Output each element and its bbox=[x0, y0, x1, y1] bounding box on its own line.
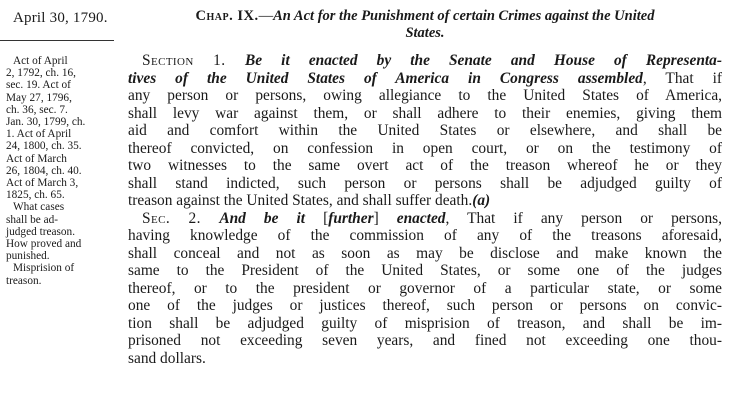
text-run: thereof, or to the president or governor of a particular state, or some bbox=[128, 279, 722, 297]
margin-column bbox=[0, 0, 118, 405]
text-line bbox=[128, 245, 722, 263]
text-run: two witnesses to the same overt act of the treason whereof he or they bbox=[128, 157, 722, 174]
text-run: treason against the United States, and shall suffer death. bbox=[128, 192, 473, 209]
chapter-title-line2: States. bbox=[405, 25, 445, 41]
text-run: having knowledge of the commission of any of the treasons aforesaid, bbox=[128, 227, 722, 244]
margin-note-line: 26, 1804, ch. 40. bbox=[6, 164, 82, 177]
text-run: , That if bbox=[642, 69, 722, 87]
margin-note-line: How proved and bbox=[6, 238, 82, 251]
section-1 bbox=[128, 52, 722, 210]
margin-note-line: What cases bbox=[13, 201, 65, 214]
text-run: tives of the United States of America in Congress assembled bbox=[128, 69, 643, 87]
text-line bbox=[128, 70, 722, 88]
margin-note-line: Act of March 3, bbox=[6, 177, 79, 190]
text-line bbox=[128, 105, 722, 123]
chapter-number: Chap. IX. bbox=[195, 8, 259, 24]
text-run: shall levy war against them, or shall adhere to their enemies, giving them bbox=[128, 104, 722, 122]
margin-note-misprision bbox=[6, 262, 114, 286]
text-run: further bbox=[328, 209, 374, 227]
text-line bbox=[128, 140, 722, 158]
margin-note-line: treason. bbox=[6, 274, 42, 287]
text-run: sand dollars. bbox=[128, 349, 206, 367]
text-run: ] bbox=[373, 209, 397, 227]
text-run: one of the judges or justices thereof, such person or persons on convic- bbox=[128, 297, 722, 314]
margin-note-line: shall be ad- bbox=[6, 213, 59, 226]
text-line bbox=[128, 227, 722, 245]
margin-note-line: judged treason. bbox=[6, 225, 76, 238]
text-run: And be it bbox=[219, 209, 306, 227]
text-line bbox=[128, 52, 722, 70]
text-line bbox=[128, 87, 722, 105]
text-run: aid and comfort within the United States or elsewhere, and shall be bbox=[128, 122, 722, 139]
margin-note-line: ch. 36, sec. 7. bbox=[6, 103, 68, 116]
chapter-dash: — bbox=[258, 8, 274, 24]
text-line bbox=[128, 157, 722, 175]
margin-notes bbox=[6, 55, 114, 287]
margin-note-line: 1. Act of April bbox=[6, 128, 72, 141]
margin-note-line: 2, 1792, ch. 16, bbox=[6, 67, 76, 80]
margin-note-line: Jan. 30, 1799, ch. bbox=[6, 116, 86, 129]
section-2 bbox=[128, 210, 722, 368]
text-run: any person or persons, owing allegiance to the United States of America, bbox=[128, 87, 722, 104]
margin-note-line: Act of March bbox=[6, 152, 67, 165]
text-line bbox=[128, 332, 722, 350]
text-run: tion shall be adjudged guilty of misprision of treason, and shall be im- bbox=[128, 314, 722, 332]
text-line bbox=[128, 280, 722, 298]
text-line bbox=[128, 175, 722, 193]
margin-note-line: punished. bbox=[6, 250, 50, 263]
margin-note-related-acts bbox=[6, 55, 114, 201]
section-label: Section 1. bbox=[142, 52, 245, 69]
margin-note-line: May 27, 1796, bbox=[6, 91, 72, 104]
text-line bbox=[128, 315, 722, 333]
text-run: (a) bbox=[472, 192, 491, 209]
text-line bbox=[128, 210, 722, 228]
text-run: shall stand indicted, such person or persons shall be adjudged guilty of bbox=[128, 174, 722, 192]
text-line bbox=[128, 262, 722, 280]
text-run: thereof convicted, on confession in open court, or on the testimony of bbox=[128, 139, 722, 157]
text-line bbox=[128, 350, 722, 368]
text-run: enacted bbox=[396, 209, 446, 227]
margin-note-line: 24, 1800, ch. 35. bbox=[6, 140, 82, 153]
section-label: Sec. 2. bbox=[142, 209, 220, 227]
margin-note-line: Misprision of bbox=[13, 262, 75, 275]
text-run: prisoned not exceeding seven years, and fined not exceeding one thou- bbox=[128, 332, 722, 349]
main-text-column bbox=[128, 8, 722, 367]
text-run: same to the President of the United States, or some one of the judges bbox=[128, 262, 722, 279]
chapter-title-line1: An Act for the Punishment of certain Crimes against the United bbox=[273, 8, 655, 24]
margin-date: April 30, 1790. bbox=[13, 10, 108, 26]
text-line bbox=[128, 192, 722, 210]
margin-note-line: 1825, ch. 65. bbox=[6, 189, 65, 202]
chapter-heading bbox=[128, 8, 722, 42]
text-run: , That if any person or persons, bbox=[445, 209, 722, 227]
text-line bbox=[128, 122, 722, 140]
margin-rule bbox=[0, 40, 114, 41]
margin-note-what-cases bbox=[6, 201, 114, 262]
margin-note-line: sec. 19. Act of bbox=[6, 79, 71, 92]
text-run: [ bbox=[305, 209, 329, 227]
margin-note-line: Act of April bbox=[13, 55, 68, 67]
text-run: Be it enacted by the Senate and House of Representa- bbox=[245, 52, 722, 69]
text-line bbox=[128, 297, 722, 315]
text-run: shall conceal and not as soon as may be disclose and make known the bbox=[128, 244, 722, 262]
